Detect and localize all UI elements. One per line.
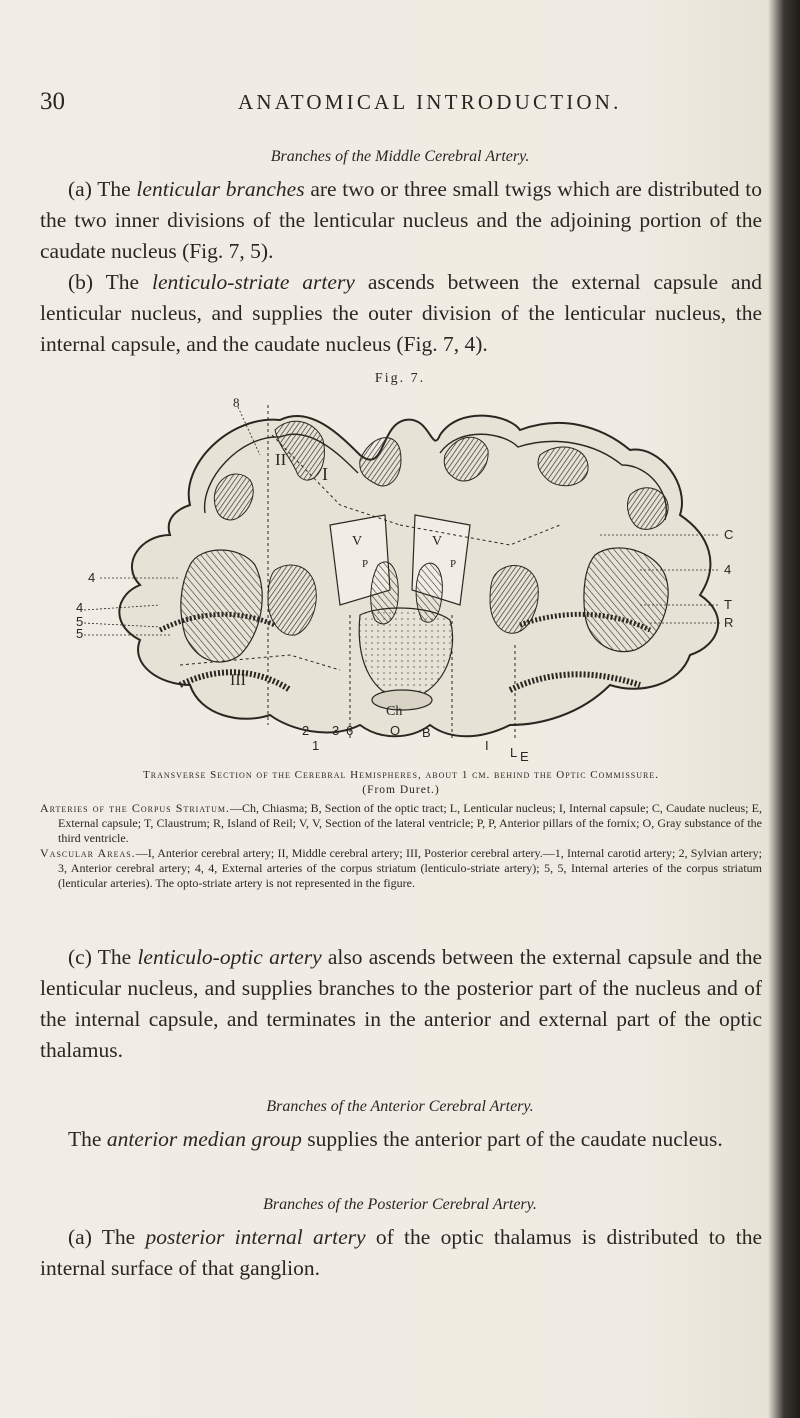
marker-1: 1: [312, 738, 320, 753]
paragraph-a: (a) The lenticular branches are two or three small twigs which are distributed to the two inner divisions of the lenticular nucleus and the adjoining portion of the caudate nucleus (Fig. 7, 5).: [40, 177, 762, 263]
page-number: 30: [40, 88, 65, 115]
marker-region-II: II: [275, 450, 287, 469]
marker-R: R: [724, 615, 734, 630]
marker-5a: 5: [76, 614, 84, 629]
figure-label: Fig. 7.: [374, 371, 426, 386]
marker-4-right: 4: [724, 562, 732, 577]
caption-arteries: Arteries of the Corpus Striatum.—Ch, Chiasma; B, Section of the optic tract; L, Lenticular nucleus; I, Internal capsule; C, Caudate nucleus; E, External capsule; T, Claustrum; R, Island of Reil; V, V, Section of the lateral ventricle; P, P, Anterior pillars of the fornix; O, Gray substance of the third ventricle.: [40, 801, 762, 845]
caption-source: (From Duret.): [362, 784, 440, 796]
marker-4b: 4: [76, 600, 84, 615]
term-lenticular-branches: lenticular branches: [136, 177, 305, 201]
marker-6: 6: [346, 723, 354, 738]
term-lenticulo-striate: lenticulo-striate artery: [152, 270, 355, 294]
marker-3: 3: [332, 723, 340, 738]
marker-p-right: P: [450, 558, 457, 570]
marker-T: T: [724, 597, 732, 612]
marker-E: E: [520, 749, 529, 764]
term-lenticulo-optic: lenticulo-optic artery: [137, 945, 322, 969]
marker-L: L: [510, 745, 518, 760]
heading-anterior-cerebral: Branches of the Anterior Cerebral Artery.: [266, 1098, 534, 1115]
paragraph-aca: The anterior median group supplies the anterior part of the caudate nucleus.: [68, 1127, 723, 1151]
brain-section-figure: [40, 395, 760, 765]
marker-v-left: V: [352, 534, 363, 549]
marker-O: O: [390, 723, 401, 738]
heading-middle-cerebral: Branches of the Middle Cerebral Artery.: [270, 148, 530, 165]
marker-8: 8: [233, 395, 240, 410]
marker-I-bottom: I: [485, 738, 489, 753]
marker-p-left: P: [362, 558, 369, 570]
marker-region-III: III: [230, 672, 246, 689]
figure-caption: [40, 768, 762, 891]
heading-posterior-cerebral: Branches of the Posterior Cerebral Artery.: [263, 1196, 537, 1213]
marker-B: B: [422, 725, 431, 740]
marker-2: 2: [302, 723, 310, 738]
aca-paragraph-block: [40, 1124, 762, 1155]
paragraph-c: (c) The lenticulo-optic artery also ascends between the external capsule and the lenticular nucleus, and supplies branches to the posterior part of the nucleus and of the internal capsule, and terminates in the anterior and external part of the optic thalamus.: [40, 945, 763, 1062]
term-anterior-median: anterior median group: [106, 1127, 302, 1151]
marker-ch: Ch: [386, 704, 403, 719]
paragraph-pca: (a) The posterior internal artery of the optic thalamus is distributed to the internal surface of that ganglion.: [40, 1225, 762, 1280]
marker-v-right: V: [432, 534, 443, 549]
marker-C: C: [724, 527, 734, 542]
term-posterior-internal: posterior internal artery: [145, 1225, 366, 1249]
paragraph-b: (b) The lenticulo-striate artery ascends between the external capsule and lenticular nucleus, and supplies the outer division of the lenticular nucleus, the internal capsule, and the caudate nucleus (Fig. 7, 4).: [40, 270, 763, 356]
marker-4a: 4: [88, 570, 96, 585]
page-header: [40, 88, 770, 118]
caption-title: Transverse Section of the Cerebral Hemispheres, about 1 cm. behind the Optic Commissure.: [143, 769, 659, 781]
pca-paragraph-block: [40, 1222, 762, 1284]
marker-5b: 5: [76, 626, 84, 641]
paragraph-c-block: [40, 942, 762, 1066]
marker-region-I: I: [322, 464, 328, 484]
mca-paragraphs: [40, 174, 762, 360]
running-head: ANATOMICAL INTRODUCTION.: [238, 90, 622, 114]
caption-vascular: Vascular Areas.—I, Anterior cerebral artery; II, Middle cerebral artery; III, Posterior cerebral artery.—1, Internal carotid artery; 2, Sylvian artery; 3, Anterior cerebral artery; 4, 4, External arteries of the corpus striatum (lenticulo-striate artery); 5, 5, Internal arteries of the corpus striatum (lenticular arteries). The opto-striate artery is not represented in the figure.: [40, 846, 762, 890]
